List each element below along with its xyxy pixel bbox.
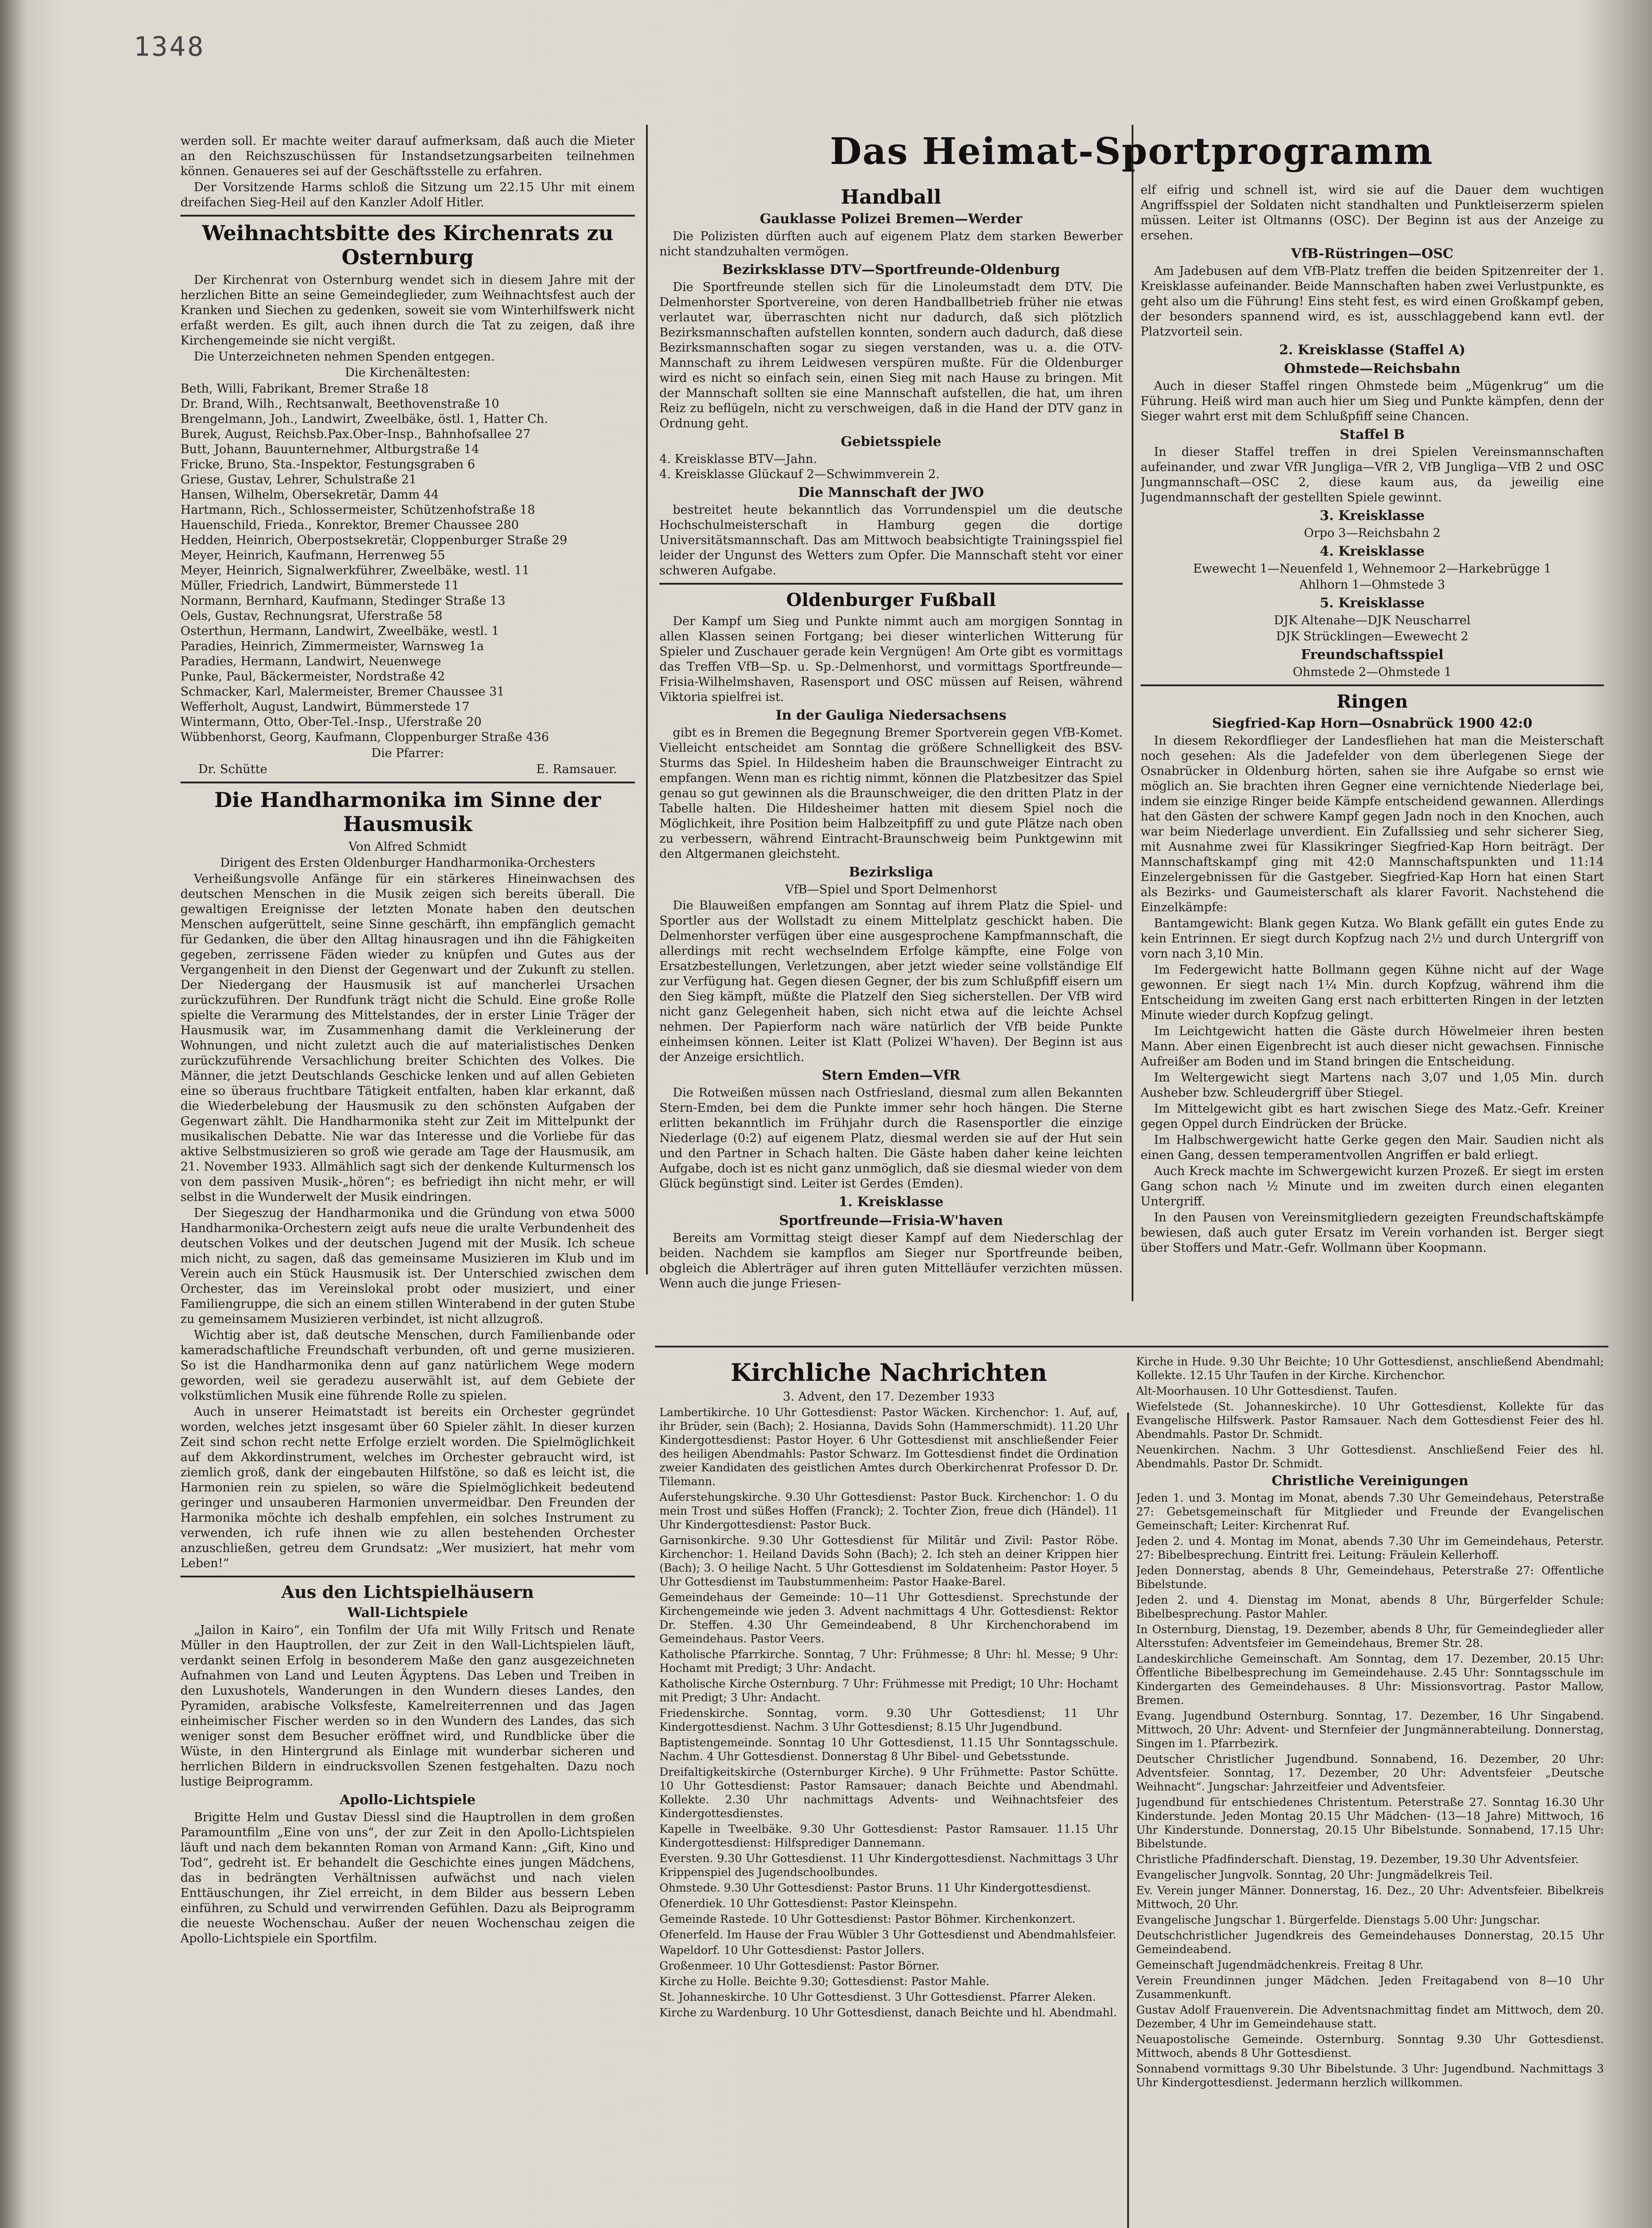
column-divider-sport-mid — [1132, 125, 1133, 1301]
ringen-paragraph: Im Halbschwergewicht hatte Gerke gegen den Mair. Saudien nicht als einen Gang, dessen temperamentvollen Angriffen er bald erliegt. — [1141, 1133, 1604, 1162]
section-rule — [180, 782, 635, 783]
church-entry: Kirche zu Wardenburg. 10 Uhr Gottesdienst, danach Beichte und hl. Abendmahl. — [659, 2006, 1117, 2019]
kreisklasse2-title: 2. Kreisklasse (Staffel A) — [1279, 342, 1466, 358]
bezirksliga-title: Bezirksliga — [849, 864, 933, 880]
church-entry: Großenmeer. 10 Uhr Gottesdienst: Pastor Börner. — [659, 1959, 940, 1972]
church-entry: Dreifaltigkeitskirche (Osternburger Kirche). 9 Uhr Frühmette: Pastor Schütte. 10 Uhr Gottesdienst: Pastor Ramsauer; danach Beichte und Abendmahl. Kollekte. 2.30 Uhr nachmittags Advents- und Weihnachtsfeier des Kindergottesdienstes. — [659, 1765, 1118, 1820]
handball-sub1: Gauklasse Polizei Bremen—Werder — [760, 211, 1022, 227]
gebiet-line-2: 4. Kreisklasse Glückauf 2—Schwimmverein 2. — [659, 467, 940, 481]
verein-entry: Jeden 2. und 4. Dienstag im Monat, abends 8 Uhr, Bürgerfelder Schule: Bibelbesprechung. Pastor Mahler. — [1136, 1593, 1604, 1620]
elder-entry: Hauenschild, Frieda., Konrektor, Bremer Chaussee 280 — [180, 518, 519, 532]
ringen-paragraph: Im Mittelgewicht gibt es hart zwischen Siege des Matz.-Gefr. Kreiner gegen Oppel durch Eindrücken der Brücke. — [1141, 1102, 1604, 1131]
apollo-title: Apollo-Lichtspiele — [339, 1792, 476, 1808]
kreisklasse5-game: DJK Altenahe—DJK Neuscharrel — [1274, 614, 1471, 627]
church-entry: Neuenkirchen. Nachm. 3 Uhr Gottesdienst. Anschließend Feier des hl. Abendmahls. Pastor Dr. Schmidt. — [1136, 1443, 1604, 1470]
section-rule — [180, 1576, 635, 1577]
column-divider-left — [646, 125, 648, 1274]
church-entry: Katholische Pfarrkirche. Sonntag, 7 Uhr: Frühmesse; 8 Uhr: hl. Messe; 9 Uhr: Hochamt mit Predigt; 3 Uhr: Andacht. — [659, 1648, 1118, 1675]
verein-entry: Evangelischer Jungvolk. Sonntag, 20 Uhr: Jungmädelkreis Teil. — [1136, 1868, 1493, 1881]
pfarrer-2: E. Ramsauer. — [536, 762, 617, 776]
elder-entry: Hartmann, Rich., Schlossermeister, Schützenhofstraße 18 — [180, 503, 535, 517]
church-column-2 — [1136, 1355, 1604, 2228]
freundschaft-game: Ohmstede 2—Ohmstede 1 — [1292, 665, 1452, 679]
kreisklasse5-title: 5. Kreisklasse — [1320, 595, 1425, 611]
handball-text2: Die Sportfreunde stellen sich für die Linoleumstadt dem DTV. Die Delmenhorster Sportvereine, von deren Handballbetrieb früher nie etwas verlautet war, überraschten nicht nur dadurch, daß sich plötzlich Bezirksmannschaften aufstellen konnten, sondern auch dadurch, daß diese Bezirksmannschaften sogar zu siegen verstanden, was u. a. die OTV-Mannschaft zu ihrem Leidwesen verspüren mußte. Für die Oldenburger wird es nicht so einfach sein, einen Sieg mit nach Hause zu bringen. Mit der Mannschaft sollten sie eine Mannschaft aufstellen, die hat, um ihren Reiz zu beflügeln, nicht zu verschweigen, daß in die Hand der DTV ganz in Ordnung geht. — [659, 280, 1123, 430]
church-entry: Baptistengemeinde. Sonntag 10 Uhr Gottesdienst, 11.15 Uhr Sonntagsschule. Nachm. 4 Uhr Gottesdienst. Donnerstag 8 Uhr Bibel- und Gebetsstunde. — [659, 1736, 1118, 1763]
ringen-paragraph: In den Pausen von Vereinsmitgliedern gezeigten Freundschaftskämpfe bewiesen, daß auch guter Ersatz im Verein vorhanden ist. Berger siegt über Stoffers und Matr.-Gefr. Wollmann über Koopmann. — [1141, 1211, 1604, 1255]
elder-entry: Griese, Gustav, Lehrer, Schulstraße 21 — [180, 473, 417, 487]
ringen-paragraph: Im Leichtgewicht hatten die Gäste durch Höwelmeier ihren besten Mann. Aber einen Eigenbrecht ist auch dieser nicht gewachsen. Finnische Aufreißer am Boden und im Stand bringen die Entscheidung. — [1141, 1024, 1604, 1069]
elder-entry: Meyer, Heinrich, Kaufmann, Herrenweg 55 — [180, 549, 446, 562]
elder-entry: Hedden, Heinrich, Oberpostsekretär, Cloppenburger Straße 29 — [180, 533, 568, 547]
kreisklasse1-text: Bereits am Vormittag steigt dieser Kampf auf dem Niederschlag der beiden. Nachdem sie kampflos am Sieger nur Sportfreunde beiben, obgleich die Ablerträger auf ihren guten Mittelläufer verzichten müssen. Wenn auch die junge Friesen- — [659, 1231, 1123, 1290]
staffel-b-text: In dieser Staffel treffen in drei Spielen Vereinsmannschaften aufeinander, und zwar VfR Jungliga—VfR 2, VfB Jungliga—VfB 2 und OSC Jungmannschaft—OSC 2, diese kaum aus, da jeweilig eine Jugendmannschaft der gestellten Spiele gewinnt. — [1141, 445, 1604, 504]
vfb-text: Am Jadebusen auf dem VfB-Platz treffen die beiden Spitzenreiter der 1. Kreisklasse aufeinander. Beide Mannschaften haben zwei Verlustpunkte, es geht also um die Führung! Eins steht fest, es wird einen Großkampf geben, der besonders spannend wird, es ist, ausschlaggebend kann evtl. der Platzvorteil sein. — [1141, 264, 1604, 339]
handharmonika-title: Die Handharmonika im Sinne der Hausmusik — [214, 788, 601, 836]
verein-entry: Evangelische Jungschar 1. Bürgerfelde. Dienstags 5.00 Uhr: Jungschar. — [1136, 1913, 1541, 1926]
elder-entry: Hansen, Wilhelm, Obersekretär, Damm 44 — [180, 488, 439, 502]
handball-sub2: Bezirksklasse DTV—Sportfreunde-Oldenburg — [722, 262, 1060, 278]
handharmonika-paragraph: Wichtig aber ist, daß deutsche Menschen, durch Familienbande oder kameradschaftliche Freundschaft verbunden, oft und gerne musizieren. So ist die Handharmonika denn auf ganz natürlichem Wege modern geworden, weil sie geradezu auserwählt ist, auf dem Gebiete der volkstümlichen Musik eine führende Rolle zu spielen. — [180, 1328, 635, 1403]
wall-text: „Jailon in Kairo“, ein Tonfilm der Ufa mit Willy Fritsch und Renate Müller in den Hauptrollen, der zur Zeit in den Wall-Lichtspielen läuft, verdankt seinen Erfolg in besonderem Maße den ganz ausgezeichneten Aufnahmen von Land und Leuten Ägyptens. Das Leben und Treiben in den Luxushotels, Wanderungen in den Wundern dieses Landes, den Pyramiden, arabische Volksfeste, Kamelreiterrennen und das Jagen einheimischer Fischer werden so in den Wundern des Landes, das sich weniger sonst dem Besucher eröffnet wird, und Rundblicke über die Wüste, in den Hintergrund als Einlage mit wunderbar sicheren und herrlichen Bildern in eindrucksvollen Szenen festgehalten. Dazu noch lustige Beiprogramm. — [180, 1623, 635, 1789]
ringen-paragraph: In diesem Rekordflieger der Landesfliehen hat man die Meisterschaft noch gesehen: Als die Jadefelder von dem überlegenen Siege der Osnabrücker in Oldenburg hörten, sahen sie ihre Aufgabe so ernst wie möglich an. Sie brachten ihren Gegner eine vernichtende Niederlage bei, indem sie einzige Ringer beide Kämpfe entscheidend gewannen. Allerdings hat den Gästen der schwere Kampf gegen Jadn noch in den Knochen, auch war beim Niederlage unverdient. Ein Zufallssieg und sehr sicherer Sieg, mit Ausnahme zwei für Klassikringer Siegfried-Kap Horn beiträgt. Der Mannschaftskampf ging mit 42:0 Mannschaftspunkten und 11:14 Einzelergebnissen für die Gastgeber. Siegfried-Kap Horn hat einen Start als Bezirks- und Gaumeisterschaft als klarer Favorit. Nachstehend die Einzelkämpfe: — [1141, 734, 1604, 914]
ringen-paragraph: Im Federgewicht hatte Bollmann gegen Kühne nicht auf der Wage gewonnen. Er siegt nach 1¼ Min. durch Kopfzug, während ihm die Entscheidung im zweiten Gang erst nach erbitterten Ringen in der letzten Minute wieder durch Kopfzug gelingt. — [1141, 963, 1604, 1022]
bezirksliga-text: Die Blauweißen empfangen am Sonntag auf ihrem Platz die Spiel- und Sportler aus der Wollstadt zu einem Mittelplatz geschickt haben. Die Delmenhorster verfügen über eine ausgesprochene Kampfmannschaft, die allerdings mit recht wechselndem Erfolge kämpfte, eine Folge von Ersatzbestellungen, Verletzungen, aber jetzt wieder seine vollständige Elf zur Verfügung hat. Gegen diesen Gegner, der bis zum Schlußpfiff eisern um den Sieg kämpft, müßte die Platzelf den Sieg sicherstellen. Der VfB wird nicht ganz Gelegenheit haben, sich nicht etwa auf die leichte Achsel nehmen. Der Papierform nach wäre natürlich der VfB beide Punkte einheimsen können. Leiter ist Klatt (Polizei W'haven). Der Beginn ist aus der Anzeige ersichtlich. — [659, 899, 1123, 1064]
gauliga-text: gibt es in Bremen die Begegnung Bremer Sportverein gegen VfB-Komet. Vielleicht entscheidet am Sonntag die größere Schnelligkeit des BSV-Sturms das Spiel. In Hildesheim haben die Braunschweiger Eintracht zu empfangen. Wenn man es richtig nimmt, können die Platzbesitzer das Spiel genau so gut gewinnen als die Braunschweiger, die den dritten Platz in der Tabelle halten. Die Hildesheimer hatten mit diesem Spiel noch die Möglichkeit, ihre Position beim Halbzeitpfiff zu und gute Plätze nach oben zu verbessern, während Eintracht-Braunschweig beim Punktgewinn mit den Altgermanen gleichsteht. — [659, 726, 1123, 861]
handharmonika-role: Dirigent des Ersten Oldenburger Handharmonika-Orchesters — [220, 856, 595, 870]
gauliga-title: In der Gauliga Niedersachsens — [776, 708, 1006, 723]
verein-entry: Jeden 2. und 4. Montag im Monat, abends 7.30 Uhr im Gemeindehaus, Peterstr. 27: Bibelbesprechung. Eintritt frei. Leitung: Fräulein Kellerhoff. — [1136, 1535, 1604, 1561]
kirche-title: Kirchliche Nachrichten — [730, 1358, 1047, 1387]
kirchenrat-text: Der Kirchenrat von Osternburg wendet sich in diesem Jahre mit der herzlichen Bitte an seine Gemeindeglieder, zum Weihnachtsfest auch der Kranken und Siechen zu gedenken, soweit sie vom Winterhilfswerk nicht erfaßt werden. Es gilt, auch ihnen durch die Tat zu zeigen, daß ihre Kirchengemeinde sie nicht vergißt. — [180, 273, 635, 348]
elder-entry: Osterthun, Hermann, Landwirt, Zweelbäke, westl. 1 — [180, 624, 499, 638]
verein-entry: Jeden Donnerstag, abends 8 Uhr, Gemeindehaus, Peterstraße 27: Offentliche Bibelstunde. — [1136, 1564, 1604, 1591]
elder-entry: Paradies, Heinrich, Zimmermeister, Warnsweg 1a — [180, 639, 484, 653]
church-entry: Kirche zu Holle. Beichte 9.30; Gottesdienst: Pastor Mahle. — [659, 1975, 990, 1988]
handharmonika-paragraph: Auch in unserer Heimatstadt ist bereits ein Orchester gegründet worden, welches jetzt insgesamt über 60 Spieler zählt. In dieser kurzen Zeit sind schon recht nette Erfolge erzielt worden. Die Spielmöglichkeit auf dem Akkordinstrument, welches im Orchester gebraucht wird, ist ziemlich groß, dank der eingebauten Hilfstöne, so daß es leicht ist, die Harmonien rein zu spielen, so wäre die Spielmöglichkeit bedeutend geringer und unsauberen Harmonien unvermeidbar. Den Freunden der Harmonika möchte ich deshalb empfehlen, ein solches Instrument zu verwenden, ich rufe ihnen wie zu allen bestehenden Orchester anzuschließen, getreu dem Grundsatz: „Wer musiziert, hat mehr vom Leben!“ — [180, 1405, 635, 1570]
spenden-text: Die Unterzeichneten nehmen Spenden entgegen. — [194, 350, 495, 364]
kreisklasse4-game: Ewewecht 1—Neuenfeld 1, Wehnemoor 2—Harkebrügge 1 — [1193, 562, 1552, 576]
church-entry: Alt-Moorhausen. 10 Uhr Gottesdienst. Taufen. — [1136, 1384, 1397, 1397]
verein-entry: Sonnabend vormittags 9.30 Uhr Bibelstunde. 3 Uhr: Jugendbund. Nachmittags 3 Uhr Kindergottesdienst. Jedermann herzlich willkommen. — [1136, 2062, 1604, 2089]
jwo-text: bestreitet heute bekanntlich das Vorrundenspiel um die deutsche Hochschulmeisterschaft in Hamburg gegen die dortige Universitätsmannschaft. Das am Mittwoch beabsichtigte Trainingsspiel fiel leider der Ungunst des Wetters zum Opfer. Die Mannschaft steht vor einer schweren Aufgabe. — [659, 503, 1123, 577]
verein-entry: Neuapostolische Gemeinde. Osternburg. Sonntag 9.30 Uhr Gottesdienst. Mittwoch, abends 8 Uhr Gottesdienst. — [1136, 2033, 1604, 2060]
kreisklasse4-title: 4. Kreisklasse — [1320, 544, 1425, 559]
elder-entry: Punke, Paul, Bäckermeister, Nordstraße 42 — [180, 670, 445, 684]
pfarrer-signatures — [180, 762, 635, 777]
kreisklasse1-title: 1. Kreisklasse — [838, 1194, 944, 1210]
closing-paragraph: Der Vorsitzende Harms schloß die Sitzung um 22.15 Uhr mit einem dreifachen Sieg-Heil auf den Kanzler Adolf Hitler. — [180, 180, 635, 209]
church-entry: Lambertikirche. 10 Uhr Gottesdienst: Pastor Wäcken. Kirchenchor: 1. Auf, auf, ihr Brüder, sein (Bach); 2. Hosianna, Davids Sohn (Hammerschmidt). 11.20 Uhr Kindergottesdienst: Pastor Hoyer. 6 Uhr Gottesdienst mit anschließender Feier des heiligen Abendmahls: Pastor Schwarz. Im Gottesdienst findet die Ordination zweier Kandidaten des geistlichen Amtes durch Oberkirchenrat Professor D. Dr. Tilemann. — [659, 1406, 1118, 1488]
page-number: 1348 — [134, 31, 205, 62]
church-entry: Ofenerfeld. Im Hause der Frau Wübler 3 Uhr Gottesdienst und Abendmahlsfeier. — [659, 1928, 1116, 1941]
verein-title: Christliche Vereinigungen — [1272, 1473, 1468, 1489]
elder-entry: Wefferholt, August, Landwirt, Bümmerstede 17 — [180, 700, 470, 714]
kreisklasse2-text: Auch in dieser Staffel ringen Ohmstede beim „Mügenkrug“ um die Führung. Heiß wird man auch hier um Sieg und Punkte kämpfen, denn der Sieger wahrt erst mit dem Schlußpfiff seine Chancen. — [1141, 379, 1604, 423]
kreisklasse4-game: Ahlhorn 1—Ohmstede 3 — [1299, 578, 1445, 592]
ringen-sub: Siegfried-Kap Horn—Osnabrück 1900 42:0 — [1212, 716, 1533, 731]
church-column-1 — [659, 1355, 1118, 2228]
fussball-text: Der Kampf um Sieg und Punkte nimmt auch am morgigen Sonntag in allen Klassen seinen Fortgang; bei dieser winterlichen Witterung für Spieler und Zuschauer gerade kein Vergnügen! Am Orte gibt es vormittags das Treffen VfB—Sp. u. Sp.-Delmenhorst, und vormittags Sportfreunde—Frisia-Wilhelmshaven, Rasensport und OSC müssen auf Reisen, während Viktoria spielfrei ist. — [659, 614, 1123, 704]
elder-entry: Oels, Gustav, Rechnungsrat, Uferstraße 58 — [180, 609, 443, 623]
church-entry: Gemeinde Rastede. 10 Uhr Gottesdienst: Pastor Böhmer. Kirchenkonzert. — [659, 1913, 1075, 1925]
church-entry: Wiefelstede (St. Johanneskirche). 10 Uhr Gottesdienst, Kollekte für das Evangelische Hilfswerk. Pastor Ramsauer. Nach dem Gottesdienst Feier des hl. Abendmahls. Pastor Dr. Schmidt. — [1136, 1400, 1604, 1441]
verein-entry: Gemeinschaft Jugendmädchenkreis. Freitag 8 Uhr. — [1136, 1958, 1423, 1971]
church-entry: Katholische Kirche Osternburg. 7 Uhr: Frühmesse mit Predigt; 10 Uhr: Hochamt mit Predigt; 3 Uhr: Andacht. — [659, 1677, 1118, 1704]
wall-title: Wall-Lichtspiele — [347, 1605, 468, 1621]
verein-entry: Deutschchristlicher Jugendkreis des Gemeindehauses Donnerstag, 20.15 Uhr Gemeindeabend. — [1136, 1929, 1604, 1956]
pfarrer-1: Dr. Schütte — [198, 762, 267, 776]
sport-column-2 — [1141, 183, 1604, 1337]
elder-entry: Normann, Bernhard, Kaufmann, Stedinger Straße 13 — [180, 594, 506, 608]
elder-entry: Dr. Brand, Wilh., Rechtsanwalt, Beethovenstraße 10 — [180, 397, 499, 411]
kirche-date: 3. Advent, den 17. Dezember 1933 — [783, 1390, 995, 1404]
stern-title: Stern Emden—VfR — [822, 1068, 961, 1083]
kreisklasse2-sub: Ohmstede—Reichsbahn — [1284, 361, 1460, 377]
handball-text1: Die Polizisten dürften auch auf eigenem Platz dem starken Bewerber nicht standzuhalten vermögen. — [659, 229, 1123, 258]
section-rule — [659, 583, 1123, 585]
verein-list — [1136, 1491, 1604, 2089]
verein-entry: Landeskirchliche Gemeinschaft. Am Sonntag, dem 17. Dezember, 20.15 Uhr: Öffentliche Bibelbesprechung im Gemeindehause. 2.45 Uhr: Sonntagsschule im Kindergarten des Gemeindehauses. 8 Uhr: Missionsvortrag. Pastor Mallow, Bremen. — [1136, 1652, 1604, 1707]
church-entry: Kirche in Hude. 9.30 Uhr Beichte; 10 Uhr Gottesdienst, anschließend Abendmahl; Kollekte. 12.15 Uhr Taufen in der Kirche. Kirchenchor. — [1136, 1355, 1604, 1382]
church-entry: Ohmstede. 9.30 Uhr Gottesdienst: Pastor Bruns. 11 Uhr Kindergottesdienst. — [659, 1881, 1091, 1894]
sport-title-box — [659, 129, 1604, 178]
gebiet-title: Gebietsspiele — [841, 434, 941, 450]
staffel-b-title: Staffel B — [1340, 427, 1405, 442]
intro-paragraph: werden soll. Er machte weiter darauf aufmerksam, daß auch die Mieter an den Reichszuschüssen für Instandsetzungsarbeiten teilnehmen können. Genaueres sei auf der Geschäftsstelle zu erfahren. — [180, 134, 635, 178]
handball-title: Handball — [841, 186, 941, 209]
elder-entry: Wübbenhorst, Georg, Kaufmann, Cloppenburger Straße 436 — [180, 730, 549, 744]
elders-list — [180, 381, 635, 745]
left-column — [180, 134, 635, 2228]
church-entry: Friedenskirche. Sonntag, vorm. 9.30 Uhr Gottesdienst; 11 Uhr Kindergottesdienst. Nachm. 3 Uhr Gottesdienst; 8.15 Uhr Jugendbund. — [659, 1707, 1118, 1733]
aelteste-heading: Die Kirchenältesten: — [345, 366, 470, 380]
elder-entry: Meyer, Heinrich, Signalwerkführer, Zweelbäke, westl. 11 — [180, 564, 530, 577]
verein-entry: Jugendbund für entschiedenes Christentum. Peterstraße 27. Sonntag 16.30 Uhr Kinderstunde. Jeden Montag 20.15 Uhr Mädchen- (13—18 Jahre) Mittwoch, 16 Uhr Kinderstunde. Donnerstag, 20.15 Uhr Bibelstunde. Sonnabend, 17.15 Uhr: Bibelstunde. — [1136, 1796, 1604, 1850]
handharmonika-paragraph: Verheißungsvolle Anfänge für ein stärkeres Hineinwachsen des deutschen Menschen in die Musik zeigen sich bereits überall. Die gewaltigen Ereignisse der letzten Monate haben den deutschen Menschen aufgerüttelt, seine Sinne geschärft, ihn empfänglich gemacht für Gedanken, die über den Alltag hinausragen und ihn die Fähigkeiten gegeben, zerrissene Fäden wieder zu knüpfen und Gutes aus der Vergangenheit in den Dienst der Gegenwart und der Zukunft zu stellen. Der Niedergang der Hausmusik ist auf mancherlei Ursachen zurückzuführen. Der Rundfunk trägt nicht die Schuld. Eine große Rolle spielte die Verarmung des Mittelstandes, der in erster Linie Träger der Hausmusik war, im Zusammenhang damit die Verkleinerung der Wohnungen, und nicht zuletzt auch die auf materialistisches Denken zurückzuführende Versachlichung breiter Schichten des Volkes. Die Männer, die jetzt Deutschlands Geschicke lenken und auf allen Gebieten eine so überaus fruchtbare Tätigkeit entfalten, haben klar erkannt, daß die Wiederbelebung der Hausmusik zu den schönsten Aufgaben der Gegenwart zählt. Die Handharmonika steht zur Zeit im Mittelpunkt der musikalischen Debatte. Nie war das Interesse und die Vorliebe für das aktive Selbstmusizieren so groß wie gerade am Tage der Hausmusik, am 21. November 1933. Allmählich sagt sich der denkende Kulturmensch los von dem passiven Musik-„hören“; es befriedigt ihn nicht mehr, er will selbst in die Wunderwelt der Musik eindringen. — [180, 872, 635, 1204]
kreisklasse3-game: Orpo 3—Reichsbahn 2 — [1304, 526, 1441, 540]
elder-entry: Fricke, Bruno, Sta.-Inspektor, Festungsgraben 6 — [180, 458, 475, 471]
kreisklasse5-game: DJK Strücklingen—Ewewecht 2 — [1276, 630, 1468, 643]
vfb-title: VfB-Rüstringen—OSC — [1291, 246, 1454, 262]
kreisklasse1-sub: Sportfreunde—Frisia-W'haven — [779, 1213, 1003, 1229]
column-divider-church-mid — [1127, 1413, 1129, 2228]
ringen-title: Ringen — [1336, 691, 1408, 712]
sport-title: Das Heimat-Sportprogramm — [830, 130, 1434, 173]
verein-entry: Jeden 1. und 3. Montag im Monat, abends 7.30 Uhr Gemeindehaus, Peterstraße 27: Gebetsgemeinschaft für Mitglieder und Freunde der Evangelischen Gemeinschaft; Leiter: Kirchenrat Ruf. — [1136, 1491, 1604, 1532]
bezirksliga-sub: VfB—Spiel und Sport Delmenhorst — [785, 883, 997, 897]
sport-column-1 — [659, 183, 1123, 1337]
church-entry: Gemeindehaus der Gemeinde: 10—11 Uhr Gottesdienst. Sprechstunde der Kirchengemeinde wie jeden 3. Advent nachmittags 4 Uhr. Gottesdienst: Rektor Dr. Steffen. 4.30 Uhr Gemeindeabend, 8 Uhr Kirchenchorabend im Gemeindehaus. Pastor Veers. — [659, 1591, 1118, 1645]
section-rule — [1141, 684, 1604, 686]
verein-entry: Ev. Verein junger Männer. Donnerstag, 16. Dez., 20 Uhr: Adventsfeier. Bibelkreis Mittwoch, 20 Uhr. — [1136, 1884, 1604, 1911]
gebiet-line-1: 4. Kreisklasse BTV—Jahn. — [659, 452, 817, 466]
fussball-title: Oldenburger Fußball — [786, 590, 996, 610]
sport-continued-text: elf eifrig und schnell ist, wird sie auf die Dauer dem wuchtigen Angriffsspiel der Soldaten nicht standhalten und Punktleiserzerm spielen müssen. Leiter ist Oltmanns (OSC). Der Beginn ist aus der Anzeige zu ersehen. — [1141, 183, 1604, 242]
jwo-title: Die Mannschaft der JWO — [798, 485, 984, 500]
verein-entry: Verein Freundinnen junger Mädchen. Jeden Freitagabend von 8—10 Uhr Zusammenkunft. — [1136, 1974, 1604, 2001]
ringen-paragraph: Bantamgewicht: Blank gegen Kutza. Wo Blank gefällt ein gutes Ende zu kein Entrinnen. Er siegt durch Kopfzug nach 2½ und durch Untergriff von vorn nach 3,10 Min. — [1141, 917, 1604, 961]
elder-entry: Wintermann, Otto, Ober-Tel.-Insp., Uferstraße 20 — [180, 715, 482, 729]
elder-entry: Paradies, Hermann, Landwirt, Neuenwege — [180, 655, 442, 668]
stern-text: Die Rotweißen müssen nach Ostfriesland, diesmal zum allen Bekannten Stern-Emden, bei dem die Punkte immer sehr hoch hängen. Die Sterne erlitten bekanntlich im Frühjahr durch die Rasensportler die einzige Niederlage (0:2) auf eigenem Platz, diesmal werden sie auf der Hut sein und den Partner in Schach halten. Die Gäste haben daher keine leichten Aufgabe, doch ist es nicht ganz unmöglich, daß sie diesmal wieder von dem Glück begünstigt sind. Leiter ist Gerdes (Emden). — [659, 1086, 1123, 1191]
elder-entry: Butt, Johann, Bauunternehmer, Altburgstraße 14 — [180, 442, 479, 456]
sport-church-divider — [655, 1346, 1608, 1347]
freundschaft-title: Freundschaftsspiel — [1300, 647, 1444, 663]
ringen-paragraph: Auch Kreck machte im Schwergewicht kurzen Prozeß. Er siegt im ersten Gang schon nach ½ Minute und im zweiten durch einen eleganten Untergriff. — [1141, 1164, 1604, 1208]
church-right-list — [1136, 1355, 1604, 1470]
church-entry: Auferstehungskirche. 9.30 Uhr Gottesdienst: Pastor Buck. Kirchenchor: 1. O du mein Trost und süßes Hoffen (Franck); 2. Tochter Zion, freue dich (Händel). 11 Uhr Kindergottesdienst: Pastor Buck. — [659, 1491, 1118, 1531]
pfarrer-heading: Die Pfarrer: — [371, 746, 444, 760]
apollo-text: Brigitte Helm und Gustav Diessl sind die Hauptrollen in dem großen Paramountfilm „Eine von uns“, der zur Zeit in den Apollo-Lichtspielen läuft und nach dem bekannten Roman von Armand Kann: „Gift, Kino und Tod“, gedreht ist. Er behandelt die Geschichte eines jungen Mädchens, das in bedrängten Verhältnissen aufwächst und nach vielen Enttäuschungen, ihr Ziel erreicht, in dem Bilder aus bessern Leben einführen, zu Schuld und verwirrenden Gefühlen. Dazu als Beiprogramm die neueste Wochenschau. Außer der neuen Wochenschau zeigen die Apollo-Lichtspiele ein Sportfilm. — [180, 1810, 635, 1945]
elder-entry: Beth, Willi, Fabrikant, Bremer Straße 18 — [180, 382, 429, 396]
church-entry: Kapelle in Tweelbäke. 9.30 Uhr Gottesdienst: Pastor Ramsauer. 11.15 Uhr Kindergottesdienst: Hilfsprediger Dannemann. — [659, 1823, 1118, 1849]
church-entry: Ofenerdiek. 10 Uhr Gottesdienst: Pastor Kleinspehn. — [659, 1897, 957, 1910]
verein-entry: Evang. Jugendbund Osternburg. Sonntag, 17. Dezember, 16 Uhr Singabend. Mittwoch, 20 Uhr: Advent- und Sternfeier der Jungmännerabteilung. Donnerstag, Singen im 1. Pfarrbezirk. — [1136, 1709, 1604, 1750]
church-entry: Eversten. 9.30 Uhr Gottesdienst. 11 Uhr Kindergottesdienst. Nachmittags 3 Uhr Krippenspiel des Jugendschoolbundes. — [659, 1852, 1118, 1879]
church-entry: Wapeldorf. 10 Uhr Gottesdienst: Pastor Jollers. — [659, 1944, 925, 1957]
verein-entry: Christliche Pfadfinderschaft. Dienstag, 19. Dezember, 19.30 Uhr Adventsfeier. — [1136, 1853, 1579, 1866]
ringen-paragraph: Im Weltergewicht siegt Martens nach 3,07 und 1,05 Min. durch Ausheber bzw. Schleudergriff über Stiegel. — [1141, 1071, 1604, 1100]
elder-entry: Müller, Friedrich, Landwirt, Bümmerstede 11 — [180, 579, 459, 593]
verein-entry: Deutscher Christlicher Jugendbund. Sonnabend, 16. Dezember, 20 Uhr: Adventsfeier. Sonntag, 17. Dezember, 20 Uhr: Adventsfeier „Deutsche Weihnacht“. Jungschar: Jahrzeitfeier und Adventsfeier. — [1136, 1753, 1604, 1793]
kreisklasse3-title: 3. Kreisklasse — [1320, 508, 1425, 524]
section-rule — [180, 215, 635, 217]
elder-entry: Brengelmann, Joh., Landwirt, Zweelbäke, östl. 1, Hatter Ch. — [180, 412, 548, 426]
handharmonika-author: Von Alfred Schmidt — [348, 840, 467, 854]
elder-entry: Schmacker, Karl, Malermeister, Bremer Chaussee 31 — [180, 685, 505, 699]
kirchenrat-title: Weihnachtsbitte des Kirchenrats zu Osternburg — [202, 221, 613, 269]
verein-entry: In Osternburg, Dienstag, 19. Dezember, abends 8 Uhr, für Gemeindeglieder aller Altersstufen: Adventsfeier im Gemeindehaus, Bremer Str. 28. — [1136, 1623, 1604, 1650]
elder-entry: Burek, August, Reichsb.Pax.Ober-Insp., Bahnhofsallee 27 — [180, 427, 531, 441]
handharmonika-paragraph: Der Siegeszug der Handharmonika und die Gründung von etwa 5000 Handharmonika-Orchestern zeigt aufs neue die uralte Verbundenheit des deutschen Volkes und der deutschen Jugend mit der Musik. Ich scheue mich nicht, zu sagen, daß das gemeinsame Musizieren im Klub und im Verein auch ein Stück Hausmusik ist. Der Unterschied zwischen dem Orchester, das im Vereinslokal probt oder musiziert, und einer Familiengruppe, die sich an einem stillen Winterabend in der guten Stube zu gemeinsamem Musizieren verbindet, ist nicht allzugroß. — [180, 1206, 635, 1326]
verein-entry: Gustav Adolf Frauenverein. Die Adventsnachmittag findet am Mittwoch, dem 20. Dezember, 4 Uhr im Gemeindehause statt. — [1136, 2003, 1604, 2030]
church-left-list — [659, 1405, 1118, 2019]
church-entry: Garnisonkirche. 9.30 Uhr Gottesdienst für Militär und Zivil: Pastor Röbe. Kirchenchor: 1. Heiland Davids Sohn (Bach); 2. Ich steh an deiner Krippen hier (Bach); 3. O heilige Nacht. 5 Uhr Gottesdienst im Soldatenheim: Pastor Hoyer. 5 Uhr Gottesdienst im Taubstummenheim: Pastor Haake-Barel. — [659, 1534, 1118, 1588]
lichtspiel-title: Aus den Lichtspielhäusern — [281, 1582, 534, 1602]
church-entry: St. Johanneskirche. 10 Uhr Gottesdienst. 3 Uhr Gottesdienst. Pfarrer Aleken. — [659, 1990, 1096, 2003]
